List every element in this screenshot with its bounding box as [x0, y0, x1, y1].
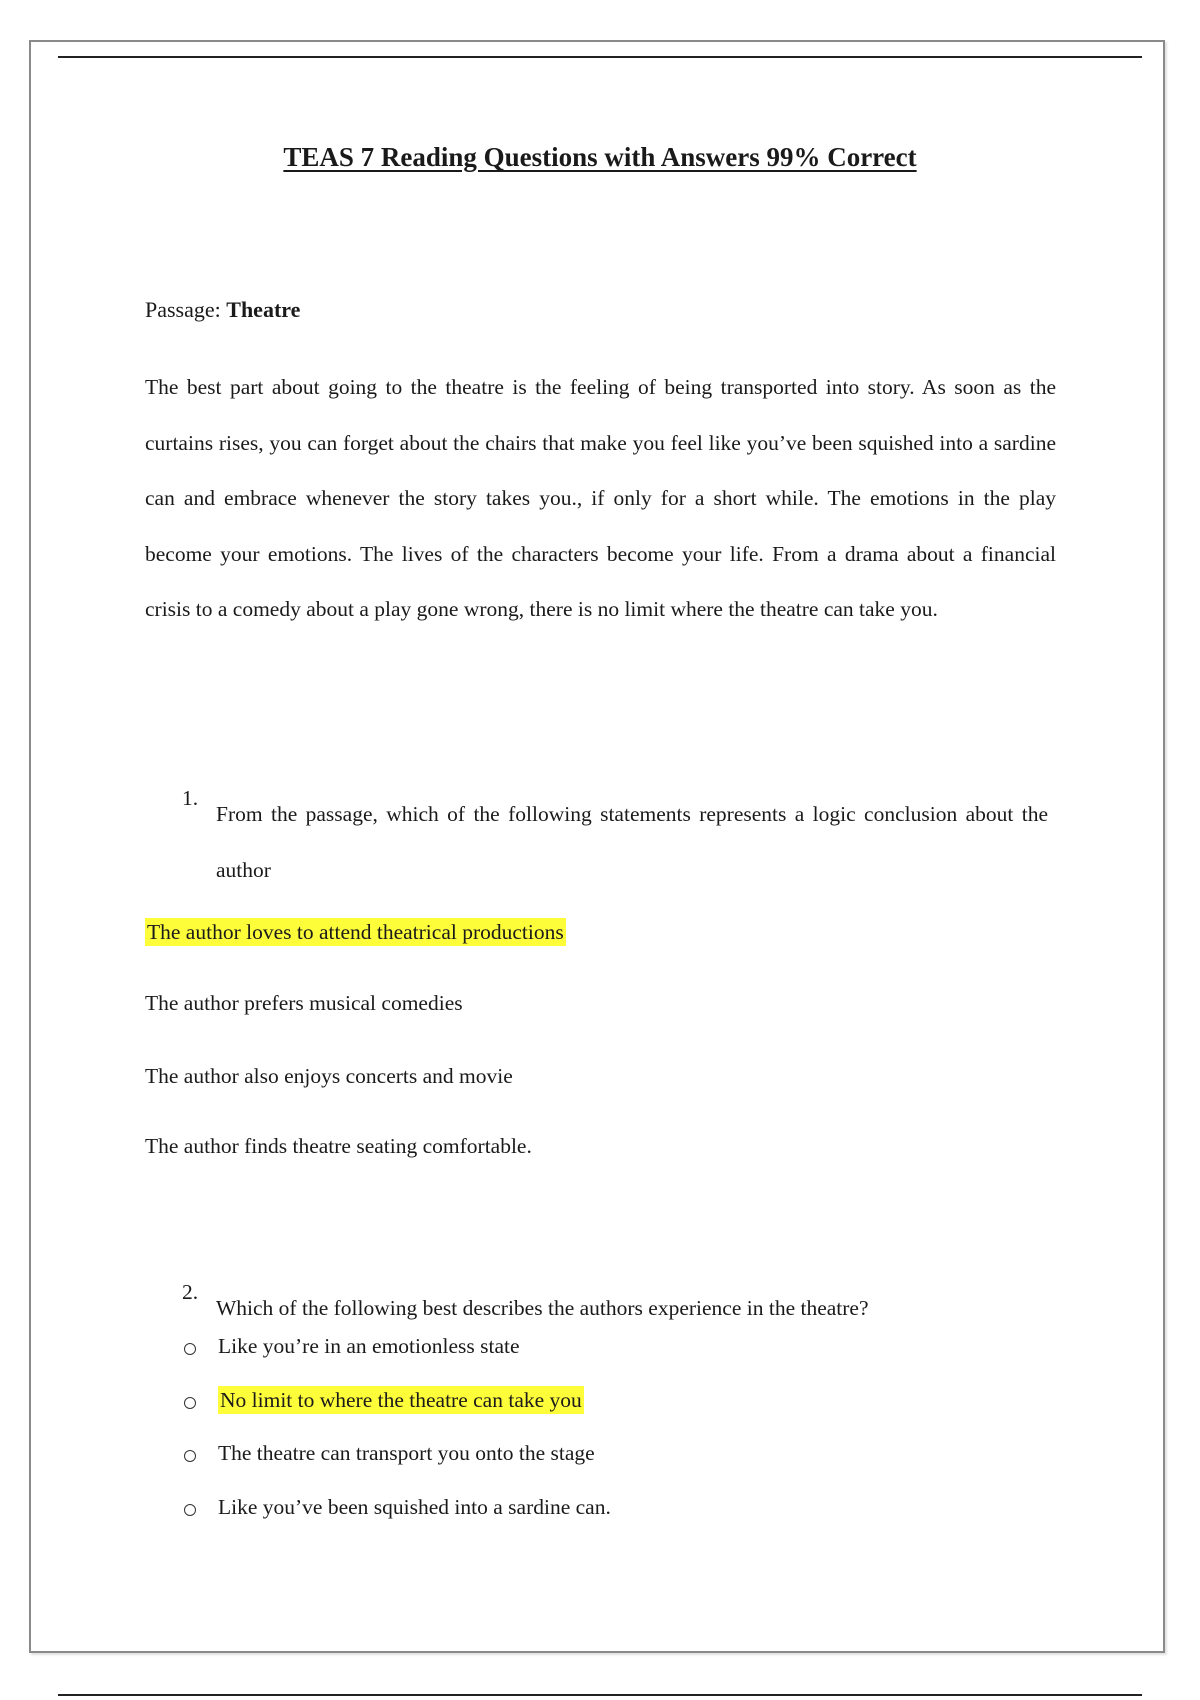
question-1-option-4: The author finds theatre seating comfortable. — [145, 1134, 532, 1158]
passage-prefix: Passage: — [145, 297, 221, 322]
correct-answer-highlight: The author loves to attend theatrical productions — [147, 920, 564, 944]
question-1-number: 1. — [182, 786, 199, 810]
question-2-option-1: Like you’re in an emotionless state — [218, 1334, 520, 1358]
question-1-option-1 — [145, 920, 566, 945]
passage-label — [145, 297, 300, 323]
question-2-option-3: The theatre can transport you onto the stage — [218, 1441, 595, 1465]
header-rule — [58, 56, 1142, 58]
question-2-option-2 — [218, 1388, 584, 1413]
hollow-circle-bullet-icon — [184, 1343, 196, 1355]
hollow-circle-bullet-icon — [184, 1397, 196, 1409]
hollow-circle-bullet-icon — [184, 1450, 196, 1462]
question-1-text: From the passage, which of the following statements represents a logic conclusion about the author — [216, 802, 1048, 882]
question-1-option-2: The author prefers musical comedies — [145, 991, 463, 1015]
document-title: TEAS 7 Reading Questions with Answers 99% Correct — [283, 142, 917, 172]
passage-text: The best part about going to the theatre is the feeling of being transported into story. As soon as the curtains rises, you can forget about the chairs that make you feel like you’ve been squished into a sardine can and embrace whenever the story takes you., if only for a short while. The emotions in the play become your emotions. The lives of the characters become your life. From a drama about a financial crisis to a comedy about a play gone wrong, there is no limit where the theatre can take you. — [145, 375, 1056, 621]
passage-name: Theatre — [226, 297, 301, 322]
question-2-option-4: Like you’ve been squished into a sardine can. — [218, 1495, 611, 1519]
question-1-option-3: The author also enjoys concerts and movie — [145, 1064, 513, 1088]
footer-rule — [58, 1694, 1142, 1696]
question-2-text: Which of the following best describes the authors experience in the theatre? — [216, 1296, 869, 1320]
question-2-number: 2. — [182, 1280, 199, 1304]
hollow-circle-bullet-icon — [184, 1504, 196, 1516]
correct-answer-highlight: No limit to where the theatre can take you — [220, 1388, 582, 1412]
